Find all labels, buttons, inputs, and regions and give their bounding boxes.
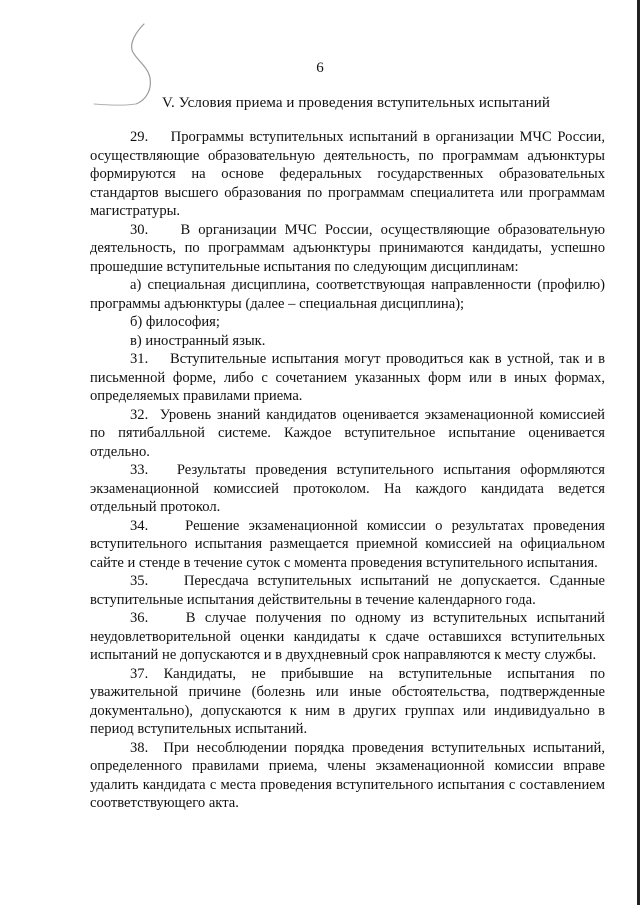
section-title: V. Условия приема и проведения вступительных испытаний xyxy=(162,95,551,111)
paragraph-30: 30. В организации МЧС России, осуществляющие образовательную деятельность, по программам адъюнктуры принимаются кандидаты, успешно прошедшие вступительные испытания по следующим дисциплинам: xyxy=(90,221,605,275)
list-item-a: а) специальная дисциплина, соответствующая направленности (профилю) программы адъюнктуры (далее – специальная дисциплина); xyxy=(90,277,605,312)
paragraph-32: 32. Уровень знаний кандидатов оценивается экзаменационной комиссией по пятибалльной системе. Каждое вступительное испытание оценивается отдельно. xyxy=(90,406,605,460)
paragraph-33: 33. Результаты проведения вступительного испытания оформляются экзаменационной комиссией протоколом. На каждого кандидата ведется отдельный протокол. xyxy=(90,462,605,515)
list-item-c: в) иностранный язык. xyxy=(130,332,266,349)
paragraph-35: 35. Пересдача вступительных испытаний не допускается. Сданные вступительные испытания действительны в течение календарного года. xyxy=(90,573,605,608)
paragraph-34: 34. Решение экзаменационной комиссии о результатах проведения вступительного испытания размещается приемной комиссией на официальном сайте и стенде в течение суток с момента проведения вступительного испытания. xyxy=(90,517,605,571)
list-item-b: б) философия; xyxy=(130,314,220,330)
paragraph-37: 37. Кандидаты, не прибывшие на вступительные испытания по уважительной причине (болезнь или иные обстоятельства, подтвержденные документально), допускаются к ним в других группах или индивидуально в период вступительных испытаний. xyxy=(90,665,605,737)
paragraph-38: 38. При несоблюдении порядка проведения вступительных испытаний, определенного правилами приема, члены экзаменационной комиссии вправе удалить кандидата с места проведения вступительного испытания с составлением соответствующего акта. xyxy=(90,739,605,811)
document-body xyxy=(90,128,605,813)
page-number: 6 xyxy=(316,60,324,76)
paragraph-29: 29. Программы вступительных испытаний в организации МЧС России, осуществляющие образовательную деятельность, по программам адъюнктуры формируются на основе федеральных государственных образовательных стандартов высшего образования по программам специалитета или программам магистратуры. xyxy=(90,129,605,219)
paragraph-36: 36. В случае получения по одному из вступительных испытаний неудовлетворительной оценки кандидаты к сдаче оставшихся вступительных испытаний не допускаются и в двухдневный срок направляются к месту службы. xyxy=(90,610,605,663)
paragraph-31: 31. Вступительные испытания могут проводиться как в устной, так и в письменной форме, либо с сочетанием указанных форм или в иных формах, определяемых правилами приема. xyxy=(90,351,605,404)
